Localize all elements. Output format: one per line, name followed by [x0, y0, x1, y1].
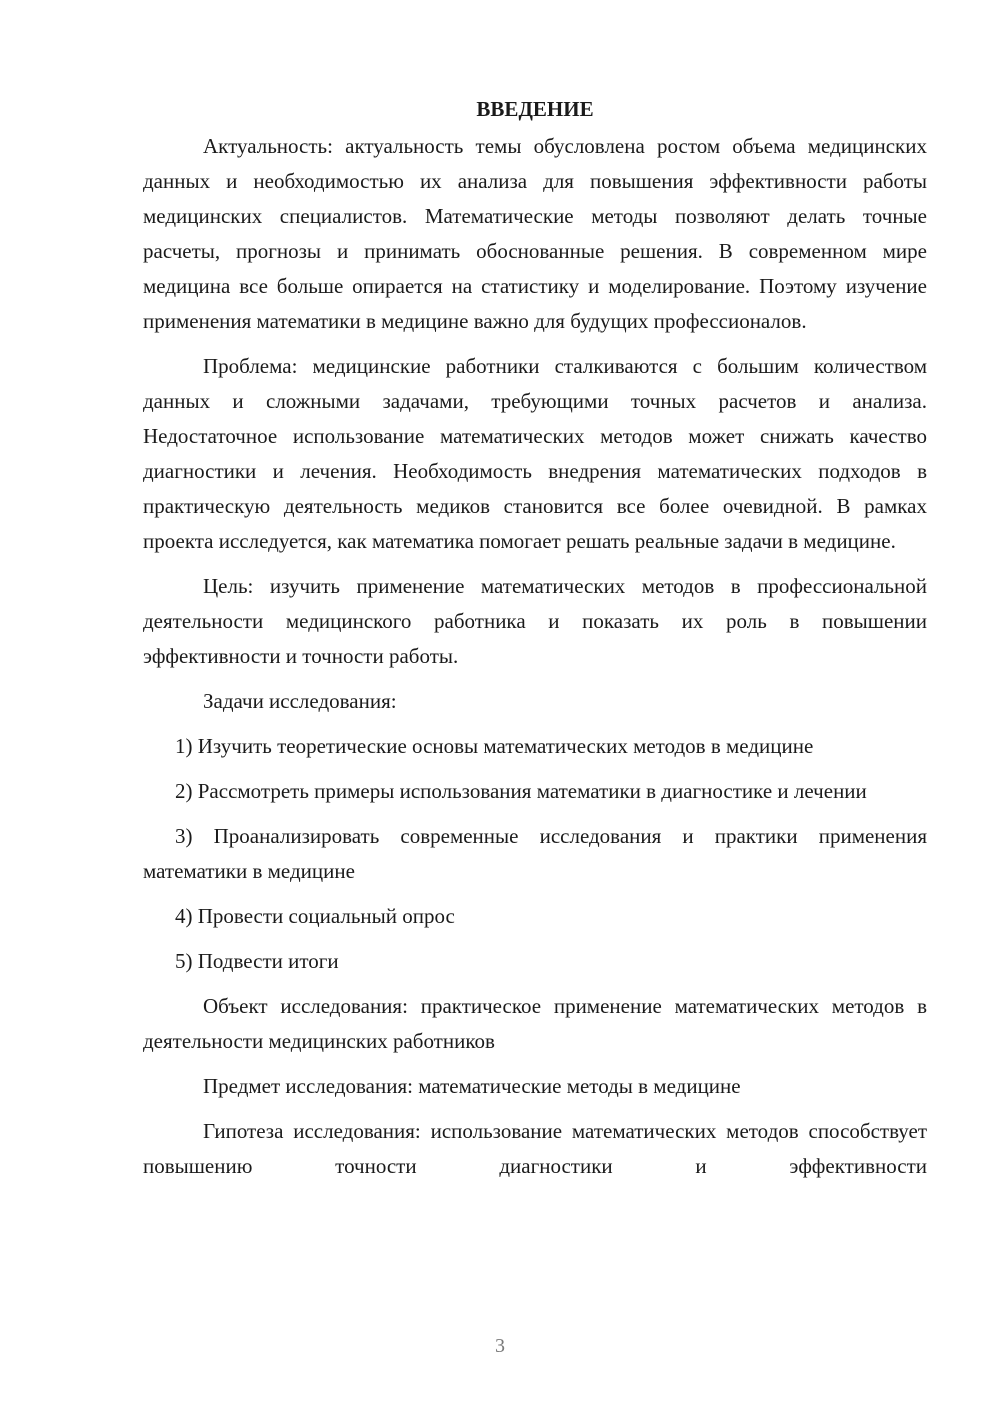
paragraph-problem: Проблема: медицинские работники сталкиваются с большим количеством данных и сложными задачами, требующими точных расчетов и анализа. Недостаточное использование математических методов может снижать качество диагностики и лечения. Необходимость внедрения математических подходов в практическую деятельность медиков становится все более очевидной. В рамках проекта исследуется, как математика помогает решать реальные задачи в медицине.: [143, 354, 927, 553]
paragraph-relevance: Актуальность: актуальность темы обусловлена ростом объема медицинских данных и необходимостью их анализа для повышения эффективности работы медицинских специалистов. Математические методы позволяют делать точные расчеты, прогнозы и принимать обоснованные решения. В современном мире медицина все больше опирается на статистику и моделирование. Поэтому изучение применения математики в медицине важно для будущих профессионалов.: [143, 134, 927, 333]
paragraph-subject: Предмет исследования: математические методы в медицине: [203, 1074, 741, 1098]
paragraph-tasks-heading: Задачи исследования:: [203, 689, 397, 713]
page-number: 3: [495, 1335, 505, 1357]
task-item-4: 4) Провести социальный опрос: [175, 904, 455, 928]
task-item-3: 3) Проанализировать современные исследования и практики применения математики в медицине: [143, 824, 927, 883]
paragraph-goal: Цель: изучить применение математических методов в профессиональной деятельности медицинского работника и показать их роль в повышении эффективности и точности работы.: [143, 574, 927, 668]
task-item-2: 2) Рассмотреть примеры использования математики в диагностике и лечении: [175, 779, 867, 803]
task-item-5: 5) Подвести итоги: [175, 949, 339, 973]
paragraph-object: Объект исследования: практическое применение математических методов в деятельности медицинских работников: [143, 994, 927, 1053]
section-title: ВВЕДЕНИЕ: [476, 97, 594, 121]
paragraph-hypothesis: Гипотеза исследования: использование математических методов способствует повышению точности диагностики и эффективности: [143, 1119, 927, 1178]
task-item-1: 1) Изучить теоретические основы математических методов в медицине: [175, 734, 814, 758]
document-body: [143, 92, 927, 1194]
